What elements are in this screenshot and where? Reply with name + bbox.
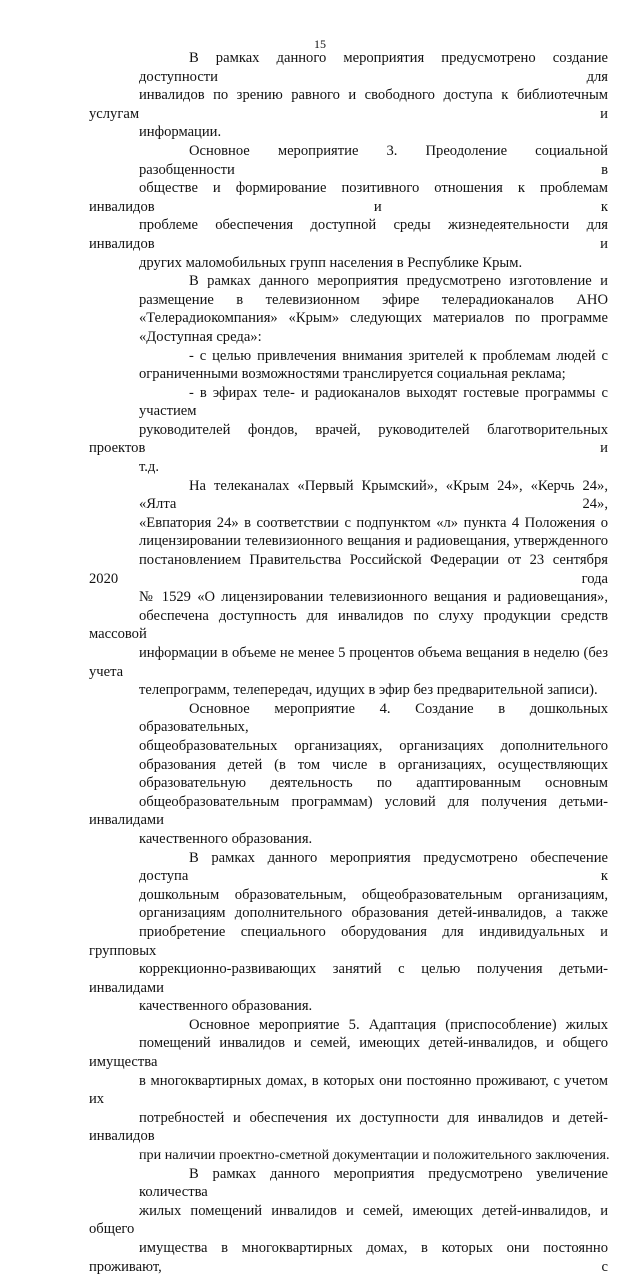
text-line: при наличии проектно-сметной документации и положительного заключения. bbox=[139, 1147, 610, 1164]
text-line: Основное мероприятие 5. Адаптация (приспособление) жилых bbox=[189, 1016, 608, 1033]
text-line: информации в объеме не менее 5 процентов объема вещания в неделю (без учета bbox=[89, 645, 608, 680]
text-line: потребностей и обеспечения их доступности для инвалидов и детей-инвалидов bbox=[89, 1109, 608, 1145]
text-line: дошкольным образовательным, общеобразовательным организациям, bbox=[139, 886, 608, 903]
text-line: Основное мероприятие 3. Преодоление социальной разобщенности в bbox=[139, 142, 608, 178]
paragraph bbox=[89, 272, 608, 346]
paragraph bbox=[89, 849, 608, 1016]
text-line: В рамках данного мероприятия предусмотрено обеспечение доступа к bbox=[139, 849, 608, 885]
text-line: приобретение специального оборудования для индивидуальных и групповых bbox=[89, 923, 608, 959]
text-line: - с целью привлечения внимания зрителей к проблемам людей с bbox=[189, 347, 608, 364]
text-line: коррекционно-развивающих занятий с целью получения детьми-инвалидами bbox=[89, 961, 608, 996]
text-line: качественного образования. bbox=[139, 830, 313, 847]
text-line: проблеме обеспечения доступной среды жизнедеятельности для инвалидов и bbox=[89, 217, 608, 252]
text-line: № 1529 «О лицензировании телевизионного вещания и радиовещания», bbox=[139, 589, 608, 606]
text-line: организациям дополнительного образования детей-инвалидов, а также bbox=[139, 905, 608, 922]
paragraph bbox=[89, 1016, 608, 1165]
text-line: руководителей фондов, врачей, руководителей благотворительных проектов и bbox=[89, 421, 608, 457]
text-line: других маломобильных групп населения в Республике Крым. bbox=[139, 254, 523, 271]
text-line: общеобразовательным программам) условий для получения детьми-инвалидами bbox=[89, 793, 608, 829]
text-line: лицензировании телевизионного вещания и радиовещания, утвержденного bbox=[139, 533, 608, 550]
text-line: обществе и формирование позитивного отношения к проблемам инвалидов и к bbox=[89, 180, 608, 215]
text-line: ограниченными возможностями транслируется социальная реклама; bbox=[139, 366, 566, 383]
text-line: т.д. bbox=[139, 459, 160, 476]
text-line: телепрограмм, телепередач, идущих в эфир без предварительной записи). bbox=[139, 682, 598, 699]
list-item bbox=[89, 384, 608, 477]
paragraph bbox=[89, 49, 608, 142]
text-line: образовательную деятельность по адаптированным основным bbox=[139, 775, 608, 792]
text-line: помещений инвалидов и семей, имеющих детей-инвалидов, и общего имущества bbox=[89, 1035, 608, 1071]
paragraph bbox=[89, 700, 608, 849]
text-line: В рамках данного мероприятия предусмотрено увеличение количества bbox=[139, 1165, 608, 1201]
text-line: «Телерадиокомпания» «Крым» следующих материалов по программе bbox=[139, 310, 608, 327]
list-item bbox=[89, 347, 608, 384]
text-line: На телеканалах «Первый Крымский», «Крым 24», «Керчь 24», «Ялта 24», bbox=[139, 477, 608, 513]
text-line: размещение в телевизионном эфире телерадиоканалов АНО bbox=[139, 291, 608, 308]
text-line: обеспечена доступность для инвалидов по слуху продукции средств массовой bbox=[89, 607, 608, 643]
text-line: общеобразовательных организациях, организациях дополнительного bbox=[139, 737, 608, 754]
text-line: «Доступная среда»: bbox=[139, 328, 262, 345]
text-line: имущества в многоквартирных домах, в которых они постоянно проживают, с bbox=[89, 1240, 608, 1275]
text-line: качественного образования. bbox=[139, 998, 313, 1015]
text-line: постановлением Правительства Российской Федерации от 23 сентября 2020 года bbox=[89, 552, 608, 587]
page-number: 15 bbox=[314, 37, 326, 51]
text-line: В рамках данного мероприятия предусмотрено изготовление и bbox=[189, 273, 608, 290]
text-line: Основное мероприятие 4. Создание в дошкольных образовательных, bbox=[139, 700, 608, 736]
text-line: «Евпатория 24» в соответствии с подпунктом «л» пункта 4 Положения о bbox=[139, 514, 608, 531]
text-line: информации. bbox=[139, 124, 222, 141]
text-line: инвалидов по зрению равного и свободного доступа к библиотечным услугам и bbox=[89, 87, 608, 122]
text-line: образования детей (в том числе в организациях, осуществляющих bbox=[139, 756, 608, 773]
text-line: в многоквартирных домах, в которых они постоянно проживают, с учетом их bbox=[89, 1072, 608, 1108]
document-body bbox=[89, 49, 608, 1276]
text-line: жилых помещений инвалидов и семей, имеющих детей-инвалидов, и общего bbox=[89, 1202, 608, 1238]
text-line: В рамках данного мероприятия предусмотрено создание доступности для bbox=[139, 50, 608, 85]
paragraph bbox=[89, 1165, 608, 1276]
text-line: - в эфирах теле- и радиоканалов выходят гостевые программы с участием bbox=[139, 384, 608, 420]
paragraph bbox=[89, 477, 608, 700]
paragraph bbox=[89, 142, 608, 272]
